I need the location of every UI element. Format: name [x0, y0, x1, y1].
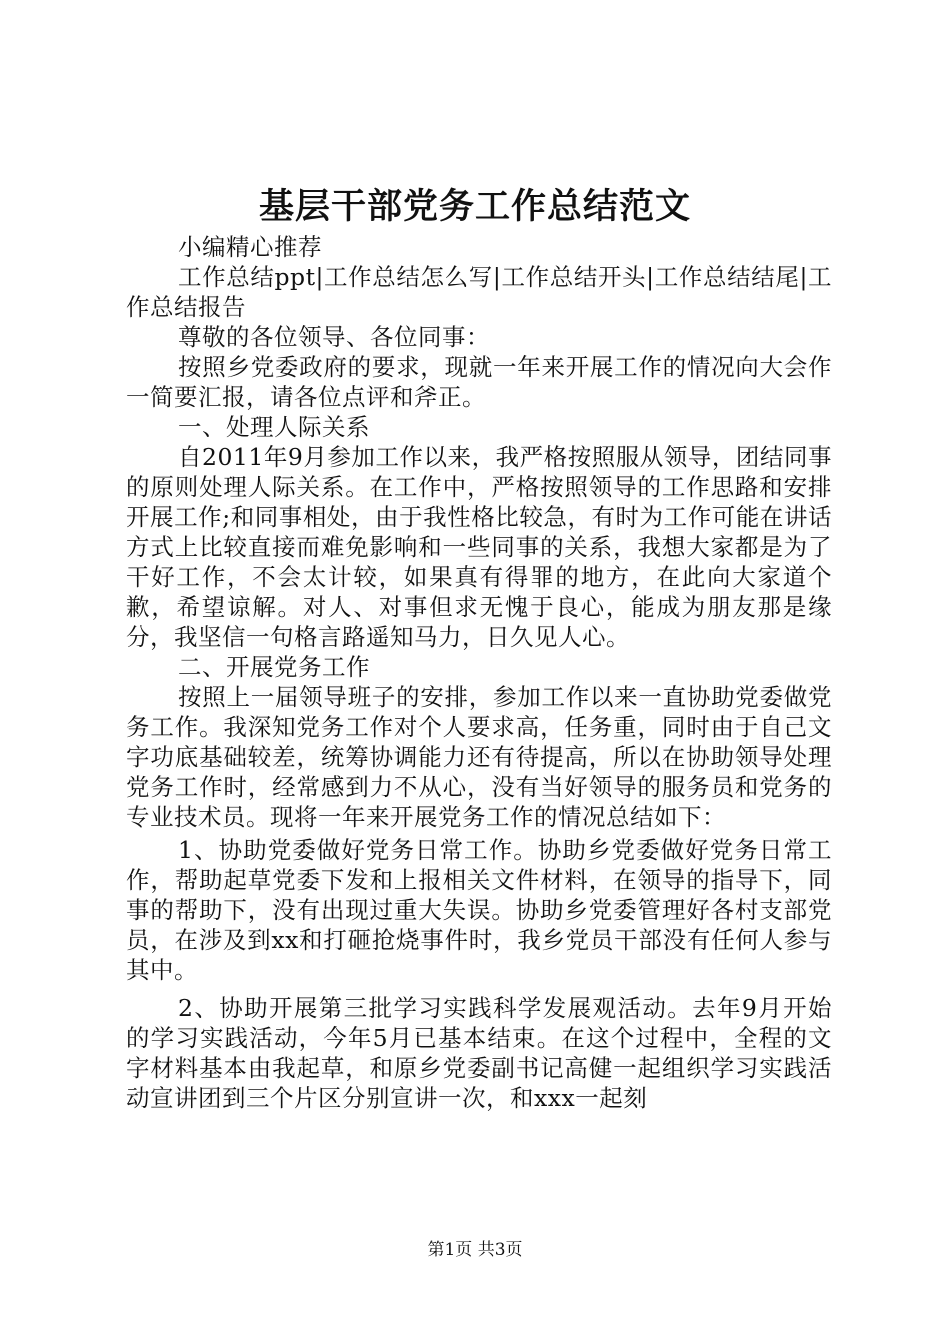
paragraph-salutation: 尊敬的各位领导、各位同事：	[178, 323, 490, 351]
section-heading-2: 二、开展党务工作	[178, 653, 370, 681]
section-heading-1: 一、处理人际关系	[178, 413, 370, 441]
page-footer: 第1页 共3页	[427, 1240, 523, 1260]
document-title: 基层干部党务工作总结范文	[258, 186, 691, 227]
paragraph-party-work: 按照上一届领导班子的安排，参加工作以来一直协助党委做党务工作。我深知党务工作对个人要求高，任务重，同时由于自己文字功底基础较差，统筹协调能力还有待提高，所以在协助领导处理党务工作时，经常感到力不从心，没有当好领导的服务员和党务的专业技术员。现将一年来开展党务工作的情况总结如下：	[126, 683, 832, 831]
paragraph-relations: 自2011年9月参加工作以来，我严格按照服从领导，团结同事的原则处理人际关系。在工作中，严格按照领导的工作思路和安排开展工作;和同事相处，由于我性格比较急，有时为工作可能在讲话方式上比较直接而难免影响和一些同事的关系，我想大家都是为了干好工作，不会太计较，如果真有得罪的地方，在此向大家道个歉，希望谅解。对人、对事但求无愧于良心，能成为朋友那是缘分，我坚信一句格言路遥知马力，日久见人心。	[126, 443, 832, 651]
list-item-1: 1、协助党委做好党务日常工作。协助乡党委做好党务日常工作，帮助起草党委下发和上报相关文件材料，在领导的指导下，同事的帮助下，没有出现过重大失误。协助乡党委管理好各村支部党员，在涉及到xx和打砸抢烧事件时，我乡党员干部没有任何人参与其中。	[126, 836, 832, 984]
list-item-2: 2、协助开展第三批学习实践科学发展观活动。去年9月开始的学习实践活动，今年5月已基本结束。在这个过程中，全程的文字材料基本由我起草，和原乡党委副书记高健一起组织学习实践活动宣讲团到三个片区分别宣讲一次，和xxx一起刻	[126, 994, 832, 1112]
paragraph-recommend: 小编精心推荐	[178, 233, 322, 261]
document-body	[126, 232, 832, 1113]
paragraph-intro: 按照乡党委政府的要求，现就一年来开展工作的情况向大会作一简要汇报，请各位点评和斧正。	[126, 353, 832, 411]
paragraph-links: 工作总结ppt|工作总结怎么写|工作总结开头|工作总结结尾|工作总结报告	[126, 263, 832, 321]
